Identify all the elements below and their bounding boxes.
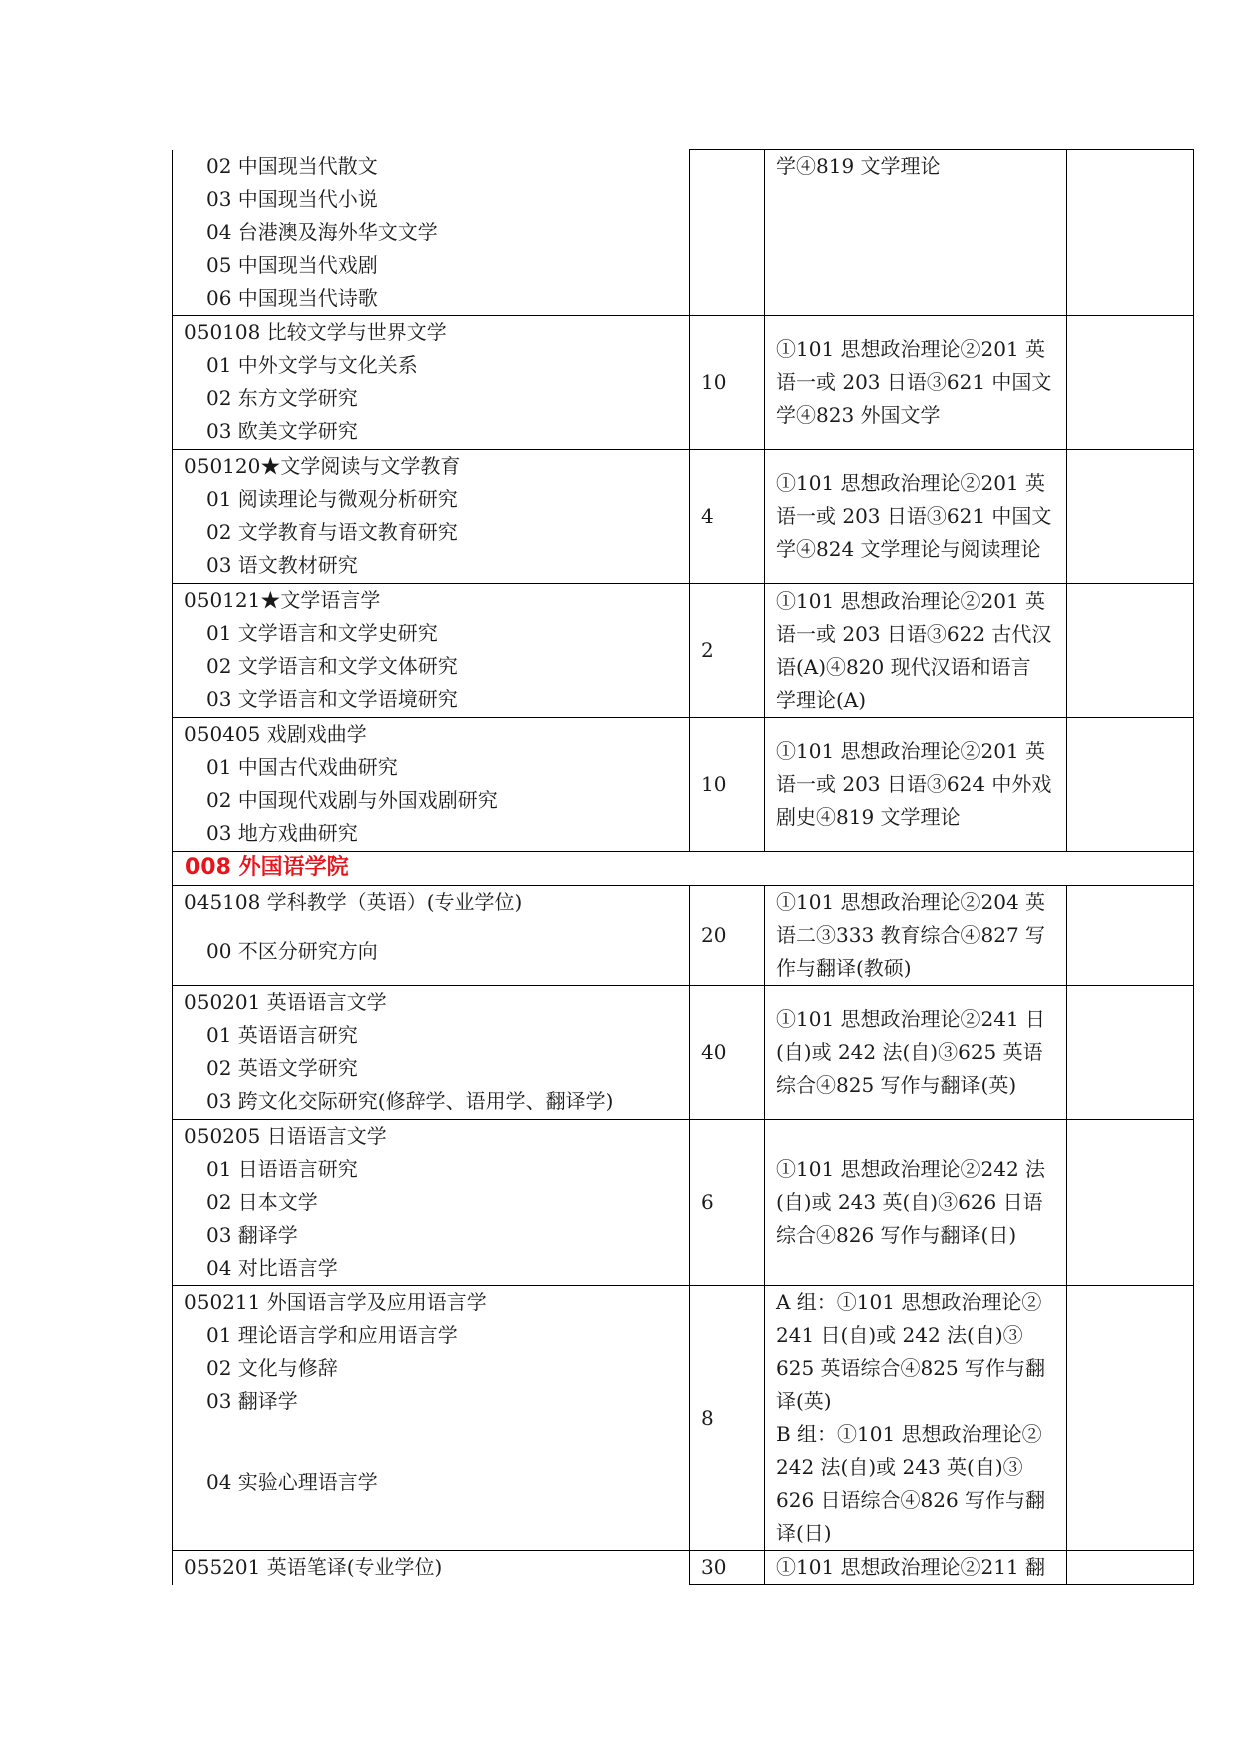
exam-subjects-cell (765, 150, 1067, 316)
section-title: 008 外国语学院 (173, 852, 1194, 886)
exam-subjects-cell (765, 718, 1067, 852)
table-row (173, 150, 1194, 316)
direction-text: 02 文学教育与语文教育研究 (206, 520, 458, 544)
exam-text: ①101 思想政治理论②211 翻 (776, 1555, 1046, 1579)
exam-text: (自)或 243 英(自)③626 日语 (776, 1190, 1043, 1214)
exam-text: 241 日(自)或 242 法(自)③ (776, 1323, 1023, 1347)
exam-text: ①101 思想政治理论②201 英 (776, 588, 1046, 613)
table-row (173, 450, 1194, 584)
exam-subjects-cell (765, 1120, 1067, 1286)
direction-text: 03 翻译学 (206, 1389, 298, 1413)
exam-text: 学④823 外国文学 (776, 403, 941, 427)
direction-text: 02 日本文学 (206, 1190, 318, 1214)
exam-text: 学④819 文学理论 (776, 154, 941, 178)
exam-text: ①101 思想政治理论②201 英 (776, 471, 1046, 495)
quota-cell (690, 150, 765, 316)
exam-text: 242 法(自)或 243 英(自)③ (776, 1455, 1023, 1479)
direction-text: 04 实验心理语言学 (206, 1470, 378, 1494)
exam-text: B 组：①101 思想政治理论② (776, 1422, 1042, 1446)
quota-cell: 8 (690, 1286, 765, 1551)
direction-text: 03 翻译学 (206, 1223, 298, 1247)
table-row (173, 316, 1194, 450)
exam-text: 剧史④819 文学理论 (776, 805, 961, 829)
section-header-row (173, 852, 1194, 886)
note-cell (1067, 450, 1194, 584)
exam-text: ①101 思想政治理论②204 英 (776, 890, 1046, 914)
quota-cell: 4 (690, 450, 765, 584)
spacer (184, 1418, 689, 1466)
direction-text: 06 中国现当代诗歌 (206, 285, 378, 310)
direction-text: 01 日语语言研究 (206, 1157, 358, 1181)
direction-text: 04 台港澳及海外华文文学 (206, 219, 438, 244)
note-cell (1067, 316, 1194, 450)
exam-text: 译(英) (776, 1389, 832, 1413)
major-cell (173, 450, 690, 584)
major-title: 050121★文学语言学 (184, 588, 381, 612)
direction-text: 01 英语语言研究 (206, 1023, 358, 1047)
direction-text: 03 中国现当代小说 (206, 186, 378, 211)
table-row (173, 1286, 1194, 1551)
quota-cell: 6 (690, 1120, 765, 1286)
direction-text: 01 阅读理论与微观分析研究 (206, 487, 458, 511)
exam-text: 学理论(A) (776, 687, 867, 712)
major-cell (173, 986, 690, 1120)
exam-subjects-cell (765, 986, 1067, 1120)
note-cell (1067, 986, 1194, 1120)
quota-cell: 30 (690, 1551, 765, 1585)
note-cell (1067, 584, 1194, 718)
exam-text: (自)或 242 法(自)③625 英语 (776, 1040, 1043, 1064)
exam-text: ①101 思想政治理论②242 法 (776, 1157, 1046, 1181)
quota-cell: 40 (690, 986, 765, 1120)
note-cell (1067, 150, 1194, 316)
note-cell (1067, 1551, 1194, 1585)
major-title: 050205 日语语言文学 (184, 1124, 387, 1148)
direction-text: 01 中外文学与文化关系 (206, 353, 418, 377)
table-row (173, 986, 1194, 1120)
table-row (173, 718, 1194, 852)
enrollment-catalog-table (172, 149, 1194, 1585)
exam-subjects-cell (765, 1551, 1067, 1585)
direction-text: 00 不区分研究方向 (206, 939, 378, 963)
table-row (173, 1120, 1194, 1286)
table-row (173, 1551, 1194, 1585)
major-title: 050405 戏剧戏曲学 (184, 722, 367, 746)
exam-text: 语一或 203 日语③624 中外戏 (776, 772, 1052, 796)
exam-text: A 组：①101 思想政治理论② (776, 1290, 1042, 1314)
direction-text: 03 文学语言和文学语境研究 (206, 687, 458, 711)
major-cell (173, 1286, 690, 1551)
direction-text: 05 中国现当代戏剧 (206, 252, 378, 277)
exam-text: 译(日) (776, 1521, 832, 1545)
exam-text: 语一或 203 日语③621 中国文 (776, 504, 1052, 528)
direction-text: 02 中国现当代散文 (206, 153, 378, 178)
exam-text: 语二③333 教育综合④827 写 (776, 923, 1046, 947)
exam-text: ①101 思想政治理论②241 日 (776, 1007, 1046, 1031)
direction-text: 03 欧美文学研究 (206, 419, 358, 443)
exam-text: 625 英语综合④825 写作与翻 (776, 1356, 1046, 1380)
exam-text: 作与翻译(教硕) (776, 956, 912, 980)
exam-text: 语一或 203 日语③621 中国文 (776, 370, 1052, 394)
note-cell (1067, 886, 1194, 986)
direction-text: 02 东方文学研究 (206, 386, 358, 410)
exam-text: 综合④826 写作与翻译(日) (776, 1223, 1017, 1247)
exam-text: 语一或 203 日语③622 古代汉 (776, 621, 1052, 646)
quota-cell: 10 (690, 316, 765, 450)
exam-text: 学④824 文学理论与阅读理论 (776, 537, 1041, 561)
direction-text: 02 英语文学研究 (206, 1056, 358, 1080)
major-cell (173, 718, 690, 852)
exam-subjects-cell (765, 450, 1067, 584)
exam-text: 综合④825 写作与翻译(英) (776, 1073, 1017, 1097)
table-row (173, 886, 1194, 986)
direction-text: 02 中国现代戏剧与外国戏剧研究 (206, 788, 498, 812)
direction-text: 02 文化与修辞 (206, 1356, 338, 1380)
major-title: 050120★文学阅读与文学教育 (184, 454, 461, 478)
quota-cell: 10 (690, 718, 765, 852)
direction-text: 04 对比语言学 (206, 1256, 338, 1280)
note-cell (1067, 1286, 1194, 1551)
direction-text: 03 地方戏曲研究 (206, 821, 358, 845)
direction-text: 03 跨文化交际研究(修辞学、语用学、翻译学) (206, 1089, 614, 1113)
major-title: 045108 学科教学（英语）(专业学位) (184, 890, 523, 914)
exam-text: 626 日语综合④826 写作与翻 (776, 1488, 1046, 1512)
major-title: 055201 英语笔译(专业学位) (184, 1555, 443, 1579)
exam-subjects-cell (765, 584, 1067, 718)
major-cell (173, 584, 690, 718)
exam-text: 语(A)④820 现代汉语和语言 (776, 654, 1031, 679)
direction-text: 01 中国古代戏曲研究 (206, 755, 398, 779)
major-cell (173, 886, 690, 986)
major-cell (173, 1551, 690, 1585)
note-cell (1067, 1120, 1194, 1286)
exam-subjects-cell (765, 1286, 1067, 1551)
major-cell (173, 316, 690, 450)
direction-text: 01 理论语言学和应用语言学 (206, 1323, 458, 1347)
exam-subjects-cell (765, 886, 1067, 986)
quota-cell: 20 (690, 886, 765, 986)
quota-cell: 2 (690, 584, 765, 718)
direction-text: 02 文学语言和文学文体研究 (206, 654, 458, 678)
direction-text: 03 语文教材研究 (206, 553, 358, 577)
exam-subjects-cell (765, 316, 1067, 450)
major-title: 050211 外国语言学及应用语言学 (184, 1290, 487, 1314)
exam-text: ①101 思想政治理论②201 英 (776, 739, 1046, 763)
spacer (184, 919, 689, 935)
table-row (173, 584, 1194, 718)
major-title: 050201 英语语言文学 (184, 990, 387, 1014)
direction-text: 01 文学语言和文学史研究 (206, 621, 438, 645)
major-cell (173, 1120, 690, 1286)
exam-text: ①101 思想政治理论②201 英 (776, 337, 1046, 361)
note-cell (1067, 718, 1194, 852)
major-cell (173, 150, 690, 316)
major-title: 050108 比较文学与世界文学 (184, 320, 447, 344)
